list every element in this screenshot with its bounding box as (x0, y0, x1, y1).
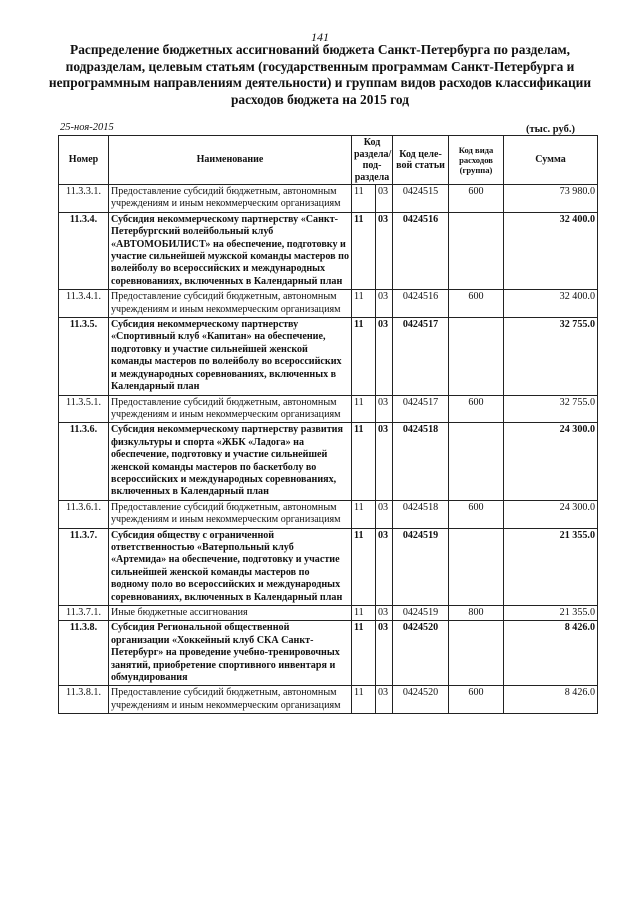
row-amount: 32 400.0 (504, 290, 598, 318)
row-amount: 32 755.0 (504, 318, 598, 395)
row-number: 11.3.3.1. (59, 185, 109, 213)
header-name: Наименование (109, 136, 352, 185)
table-row (59, 606, 598, 621)
row-amount: 32 755.0 (504, 395, 598, 423)
row-expense-code (449, 621, 504, 686)
row-number: 11.3.5. (59, 318, 109, 395)
row-target-code: 0424520 (393, 686, 449, 714)
row-name: Субсидия Региональной общественной организации «Хоккейный клуб СКА Санкт-Петербург» на проведение учебно-тренировочных занятий, приобретение спортивного инвентаря и обмундирования (109, 621, 352, 686)
row-section-code: 11 (352, 686, 376, 714)
row-number: 11.3.7.1. (59, 606, 109, 621)
table-row (59, 290, 598, 318)
row-amount: 21 355.0 (504, 606, 598, 621)
row-expense-code: 600 (449, 686, 504, 714)
row-section-code: 11 (352, 621, 376, 686)
row-expense-code (449, 318, 504, 395)
row-name: Иные бюджетные ассигнования (109, 606, 352, 621)
row-amount: 24 300.0 (504, 423, 598, 500)
document-title: Распределение бюджетных ассигнований бюджета Санкт-Петербурга по разделам, подразделам, целевым статьям (государственным программам Санкт-Петербурга и непрограммным направлениям деятельности) и группам видов расходов классификации расходов бюджета на 2015 год (48, 42, 592, 107)
row-section-code: 11 (352, 395, 376, 423)
table-row (59, 528, 598, 605)
row-expense-code (449, 528, 504, 605)
row-subsection-code: 03 (376, 621, 393, 686)
row-section-code: 11 (352, 528, 376, 605)
row-name: Субсидия обществу с ограниченной ответственностью «Ватерпольный клуб «Артемида» на обеспечение, подготовку и участие сильнейшей женской команды мастеров по водному поло во всероссийских и международных соревнованиях, включенных в Календарный план (109, 528, 352, 605)
row-name: Субсидия некоммерческому партнерству «Спортивный клуб «Капитан» на обеспечение, подготовку и участие сильнейшей женской команды мастеров по волейболу во всероссийских и международных соревнованиях, включенных в Календарный план (109, 318, 352, 395)
row-name: Предоставление субсидий бюджетным, автономным учреждениям и иным некоммерческим организациям (109, 395, 352, 423)
table-row (59, 395, 598, 423)
row-amount: 32 400.0 (504, 212, 598, 289)
budget-table (58, 135, 598, 714)
row-section-code: 11 (352, 290, 376, 318)
row-section-code: 11 (352, 500, 376, 528)
row-subsection-code: 03 (376, 318, 393, 395)
row-amount: 8 426.0 (504, 686, 598, 714)
header-section-code: Код раздела/ под-раздела (352, 136, 393, 185)
row-target-code: 0424517 (393, 318, 449, 395)
row-target-code: 0424516 (393, 212, 449, 289)
row-section-code: 11 (352, 606, 376, 621)
table-header-row (59, 136, 598, 185)
row-number: 11.3.8. (59, 621, 109, 686)
row-amount: 21 355.0 (504, 528, 598, 605)
row-target-code: 0424520 (393, 621, 449, 686)
row-target-code: 0424517 (393, 395, 449, 423)
row-subsection-code: 03 (376, 500, 393, 528)
row-name: Предоставление субсидий бюджетным, автономным учреждениям и иным некоммерческим организациям (109, 500, 352, 528)
row-subsection-code: 03 (376, 423, 393, 500)
row-subsection-code: 03 (376, 395, 393, 423)
row-expense-code (449, 212, 504, 289)
row-expense-code: 800 (449, 606, 504, 621)
table-row (59, 686, 598, 714)
row-subsection-code: 03 (376, 686, 393, 714)
row-expense-code: 600 (449, 290, 504, 318)
table-row (59, 500, 598, 528)
header-target-code: Код целе-вой статьи (393, 136, 449, 185)
header-expense-code: Код вида расходов (группа) (449, 136, 504, 185)
row-target-code: 0424519 (393, 606, 449, 621)
row-number: 11.3.4. (59, 212, 109, 289)
row-name: Субсидия некоммерческому партнерству «Санкт-Петербургский волейбольный клуб «АВТОМОБИЛИСТ» на обеспечение, подготовку и участие сильнейшей мужской команды мастеров по волейболу во всероссийских и международных соревнованиях, включенных в Календарный план (109, 212, 352, 289)
table-row (59, 212, 598, 289)
document-date: 25-ноя-2015 (60, 122, 114, 133)
row-name: Предоставление субсидий бюджетным, автономным учреждениям и иным некоммерческим организациям (109, 686, 352, 714)
row-target-code: 0424516 (393, 290, 449, 318)
table-row (59, 185, 598, 213)
row-name: Субсидия некоммерческому партнерству развития физкультуры и спорта «ЖБК «Ладога» на обеспечение, подготовку и участие сильнейшей женской команды мастеров по баскетболу во всероссийских и международных соревнованиях, включенных в Календарный план (109, 423, 352, 500)
row-subsection-code: 03 (376, 528, 393, 605)
header-amount: Сумма (504, 136, 598, 185)
row-subsection-code: 03 (376, 606, 393, 621)
row-subsection-code: 03 (376, 185, 393, 213)
row-target-code: 0424518 (393, 423, 449, 500)
page-number: 141 (311, 30, 329, 44)
row-number: 11.3.8.1. (59, 686, 109, 714)
row-target-code: 0424519 (393, 528, 449, 605)
row-expense-code: 600 (449, 395, 504, 423)
row-amount: 8 426.0 (504, 621, 598, 686)
row-amount: 24 300.0 (504, 500, 598, 528)
row-number: 11.3.6. (59, 423, 109, 500)
row-section-code: 11 (352, 185, 376, 213)
row-subsection-code: 03 (376, 290, 393, 318)
row-expense-code: 600 (449, 185, 504, 213)
row-expense-code (449, 423, 504, 500)
row-name: Предоставление субсидий бюджетным, автономным учреждениям и иным некоммерческим организациям (109, 185, 352, 213)
row-name: Предоставление субсидий бюджетным, автономным учреждениям и иным некоммерческим организациям (109, 290, 352, 318)
row-subsection-code: 03 (376, 212, 393, 289)
row-number: 11.3.6.1. (59, 500, 109, 528)
row-target-code: 0424515 (393, 185, 449, 213)
table-row (59, 621, 598, 686)
header-number: Номер (59, 136, 109, 185)
units-label: (тыс. руб.) (526, 124, 575, 135)
row-section-code: 11 (352, 423, 376, 500)
table-row (59, 423, 598, 500)
row-number: 11.3.5.1. (59, 395, 109, 423)
row-section-code: 11 (352, 212, 376, 289)
row-amount: 73 980.0 (504, 185, 598, 213)
row-number: 11.3.4.1. (59, 290, 109, 318)
row-target-code: 0424518 (393, 500, 449, 528)
row-number: 11.3.7. (59, 528, 109, 605)
table-row (59, 318, 598, 395)
row-section-code: 11 (352, 318, 376, 395)
row-expense-code: 600 (449, 500, 504, 528)
